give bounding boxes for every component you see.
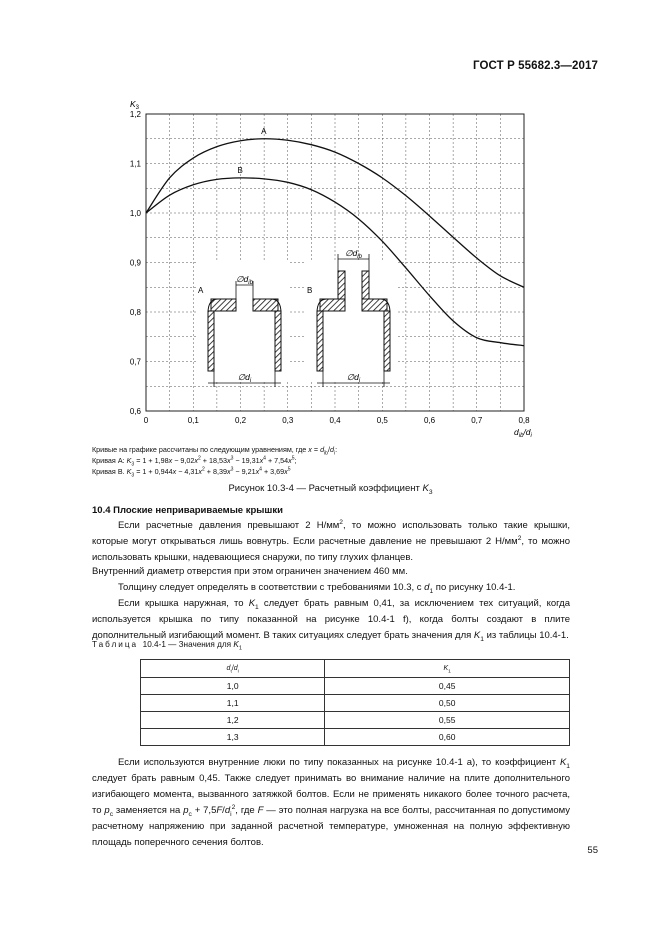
paragraph-2: Внутренний диаметр отверстия при этом ограничен значением 460 мм. xyxy=(92,566,408,577)
cover-plate-left xyxy=(320,299,345,311)
y-tick-label: 1,2 xyxy=(129,110,141,119)
y-tick-label: 0,8 xyxy=(129,308,141,317)
note-intro: Кривые на графике рассчитаны по следующим уравнениям, где $x = d_{ib}/d_i$: xyxy=(92,445,338,457)
x-tick-label: 0,2 xyxy=(234,416,247,425)
section-title: 10.4 Плоские неприваривaемые крышки xyxy=(92,505,283,516)
inset-label-b: B xyxy=(307,286,313,295)
curve-a-equation: Кривая A: $K_3 = 1 + 1,98x - 9,02x^2 + 18,53x^3 - 19,31x^4 + 7,54x^5$; xyxy=(92,455,297,468)
header-k1: $K_1$ xyxy=(325,660,570,678)
curve-b-equation: Кривая B. $K_3 = 1 + 0,944x - 4,31x^2 + 8,39x^3 - 9,21x^4 + 3,69x^5$ xyxy=(92,466,291,479)
dimension-label-di: $\emptyset d_i$ xyxy=(237,372,252,384)
page-number: 55 xyxy=(587,845,598,856)
k3-chart xyxy=(105,92,545,442)
x-tick-label: 0,3 xyxy=(282,416,294,425)
table-title: Таблица 10.4-1 — Значения для $K_1$ xyxy=(92,640,243,652)
paragraph-3: Толщину следует определять в соответствии с требованиями 10.3, с $d_1$ по рисунку 10.4-1. xyxy=(118,582,516,595)
header-dt-di: $d_t/d_i$ xyxy=(141,660,325,678)
paragraph-4: Если крышка наружная, то $K_1$ следует брать равным 0,41, за исключением тех ситуаций, когда используется крышка по типу показанной на рисунке 10.4-1 f), когда болты создают в плите дополнительный изгибающий момент. В таких ситуациях следует брать значения для $K_1$ из таблицы 10.4-1. xyxy=(92,598,570,643)
paragraph-5: Если используются внутренние люки по типу показанных на рисунке 10.4-1 а), то коэффициент $K_1$ следует брать равным 0,45. Также следует принимать во внимание наличие на плите дополнительного изгибающего момента, вызванного затяжкой болтов. Если не применять никакого более точного расчета, то $p_c$ заменяется на $p_c + 7,5F/d_i^2$, где F — это полная нагрузка на все болты, рассчитанная по допустимому расчетному напряжению при заданной расчетной температуре, умноженная на полную эффективную площадь поперечного сечения болтов. xyxy=(92,757,570,848)
dimension-label-dib: $\emptyset d_{ib}$ xyxy=(345,248,362,260)
dimension-label-dib: $\emptyset d_{ib}$ xyxy=(236,274,253,286)
cover-wall-right xyxy=(275,311,281,371)
table-row: 1,3 0,60 xyxy=(141,729,570,746)
curve-label-a: A xyxy=(261,126,267,136)
cover-wall-right xyxy=(384,311,390,371)
x-tick-label: 0 xyxy=(143,416,149,425)
cover-plate-right xyxy=(362,299,387,311)
y-tick-label: 0,7 xyxy=(129,357,141,367)
document-header: ГОСТ Р 55682.3—2017 xyxy=(473,60,598,72)
table-row: 1,0 0,45 xyxy=(141,678,570,695)
inset-label-a: A xyxy=(198,286,204,295)
dimension-label-di: $\emptyset d_i$ xyxy=(346,372,361,384)
k1-table xyxy=(140,659,570,746)
x-tick-label: 0,7 xyxy=(471,416,483,425)
paragraph-1: Если расчетные давления превышают 2 $Н/мм^2$, то можно использовать только такие крышки, которые могут открываться лишь вовнутрь. Если расчетные давление не превышают 2 $Н/мм^2$, то можно использовать крышки, надевающиеся снаружи, по типу глухих фланцев. xyxy=(92,518,571,563)
nozzle-wall-right xyxy=(362,271,369,299)
x-tick-label: 0,6 xyxy=(423,416,436,425)
x-tick-label: 0,5 xyxy=(376,416,388,425)
y-tick-label: 0,9 xyxy=(129,258,141,268)
table-row: 1,1 0,50 xyxy=(141,695,570,712)
cover-plate-right xyxy=(253,299,278,311)
curve-label-b: B xyxy=(237,165,243,175)
cover-wall-left xyxy=(208,311,214,371)
table-row: 1,2 0,55 xyxy=(141,712,570,729)
y-tick-label: 0,6 xyxy=(129,407,141,416)
table-header-row xyxy=(141,660,570,678)
y-tick-label: 1,1 xyxy=(129,159,141,169)
k3-chart-svg xyxy=(105,92,545,442)
cover-plate-left xyxy=(211,299,236,311)
cover-wall-left xyxy=(317,311,323,371)
curves-note xyxy=(92,444,337,455)
x-tick-label: 0,8 xyxy=(518,416,530,425)
nozzle-wall-left xyxy=(338,271,345,299)
y-axis-label: $K_3$ xyxy=(130,99,140,111)
x-tick-label: 0,4 xyxy=(329,416,341,425)
x-axis-label: $d_{ib}/d_i$ xyxy=(514,427,532,439)
figure-caption: Рисунок 10.3-4 — Расчетный коэффициент $K_3$ xyxy=(228,483,433,496)
y-tick-label: 1,0 xyxy=(129,209,141,218)
x-tick-label: 0,1 xyxy=(187,416,199,425)
